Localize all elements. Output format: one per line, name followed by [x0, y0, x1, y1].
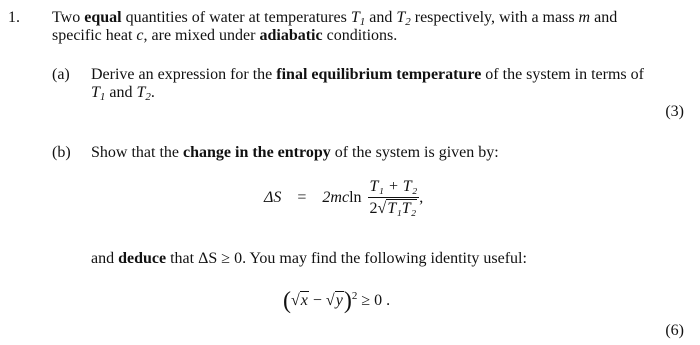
emphasis-deduce: deduce — [118, 250, 167, 267]
text: and — [365, 9, 397, 26]
text: , are mixed under — [143, 27, 260, 44]
symbol-T2: $T_2$ — [396, 9, 411, 28]
sqrt-y: √y — [325, 292, 343, 309]
symbol-c: c — [136, 27, 144, 44]
emphasis-final-temp: final equilibrium temperature — [276, 66, 482, 83]
equation-comma: , — [419, 189, 424, 206]
emphasis-entropy-change: change in the entropy — [183, 144, 331, 161]
symbol-T1: $T_1$ — [350, 9, 366, 28]
text: respectively, with a mass — [410, 9, 579, 26]
part-a-label: (a) — [52, 66, 70, 83]
text: conditions. — [322, 27, 398, 44]
part-b-line1 — [91, 144, 499, 162]
close-paren: ) — [343, 288, 352, 314]
entropy-equation — [264, 178, 423, 218]
question-number: 1. — [8, 9, 20, 26]
fraction — [368, 178, 420, 218]
equation-lhs: ΔS — [264, 189, 282, 206]
question-intro-line2 — [52, 27, 397, 45]
emphasis-adiabatic: adiabatic — [259, 27, 323, 44]
coefficient: 2mc — [322, 189, 350, 206]
ln-operator: ln — [349, 189, 362, 206]
text: and — [590, 9, 618, 26]
text: and — [105, 84, 137, 101]
text: of the system in terms of — [481, 66, 644, 83]
open-paren: ( — [283, 288, 291, 314]
symbol-T1: $T_1$ — [91, 84, 106, 103]
text: quantities of water at temperatures — [121, 9, 351, 26]
part-a-marks: (3) — [665, 103, 684, 120]
text: Show that the — [91, 144, 183, 161]
text: Derive an expression for the — [91, 66, 277, 83]
text: of the system is given by: — [330, 144, 499, 161]
relation: ≥ 0 . — [357, 292, 391, 309]
text: that ΔS ≥ 0. You may find the following identity useful: — [166, 250, 527, 267]
emphasis-equal: equal — [84, 9, 122, 26]
text: specific heat — [52, 27, 137, 44]
part-b-label: (b) — [52, 144, 71, 161]
identity-expression — [283, 288, 391, 314]
question-intro-line1 — [52, 9, 617, 27]
symbol-m: m — [578, 9, 591, 26]
equals-sign: = — [297, 189, 307, 206]
text: . — [150, 84, 155, 101]
square-exponent: 2 — [351, 290, 358, 302]
symbol-T2: $T_2$ — [136, 84, 151, 103]
part-a-line2 — [91, 84, 155, 102]
text: and — [91, 250, 119, 267]
part-a-line1 — [91, 66, 644, 84]
fraction-denominator: 2√T₁T₂ — [369, 200, 417, 217]
text: Two — [52, 9, 85, 26]
minus-sign: − — [308, 292, 326, 309]
part-b-marks: (6) — [665, 322, 684, 339]
sqrt-x: √x — [291, 292, 308, 309]
part-b-line2 — [91, 250, 527, 268]
sqrt-icon: √T₁T₂ — [377, 200, 417, 217]
fraction-numerator: T₁ + T₂ — [368, 178, 420, 198]
